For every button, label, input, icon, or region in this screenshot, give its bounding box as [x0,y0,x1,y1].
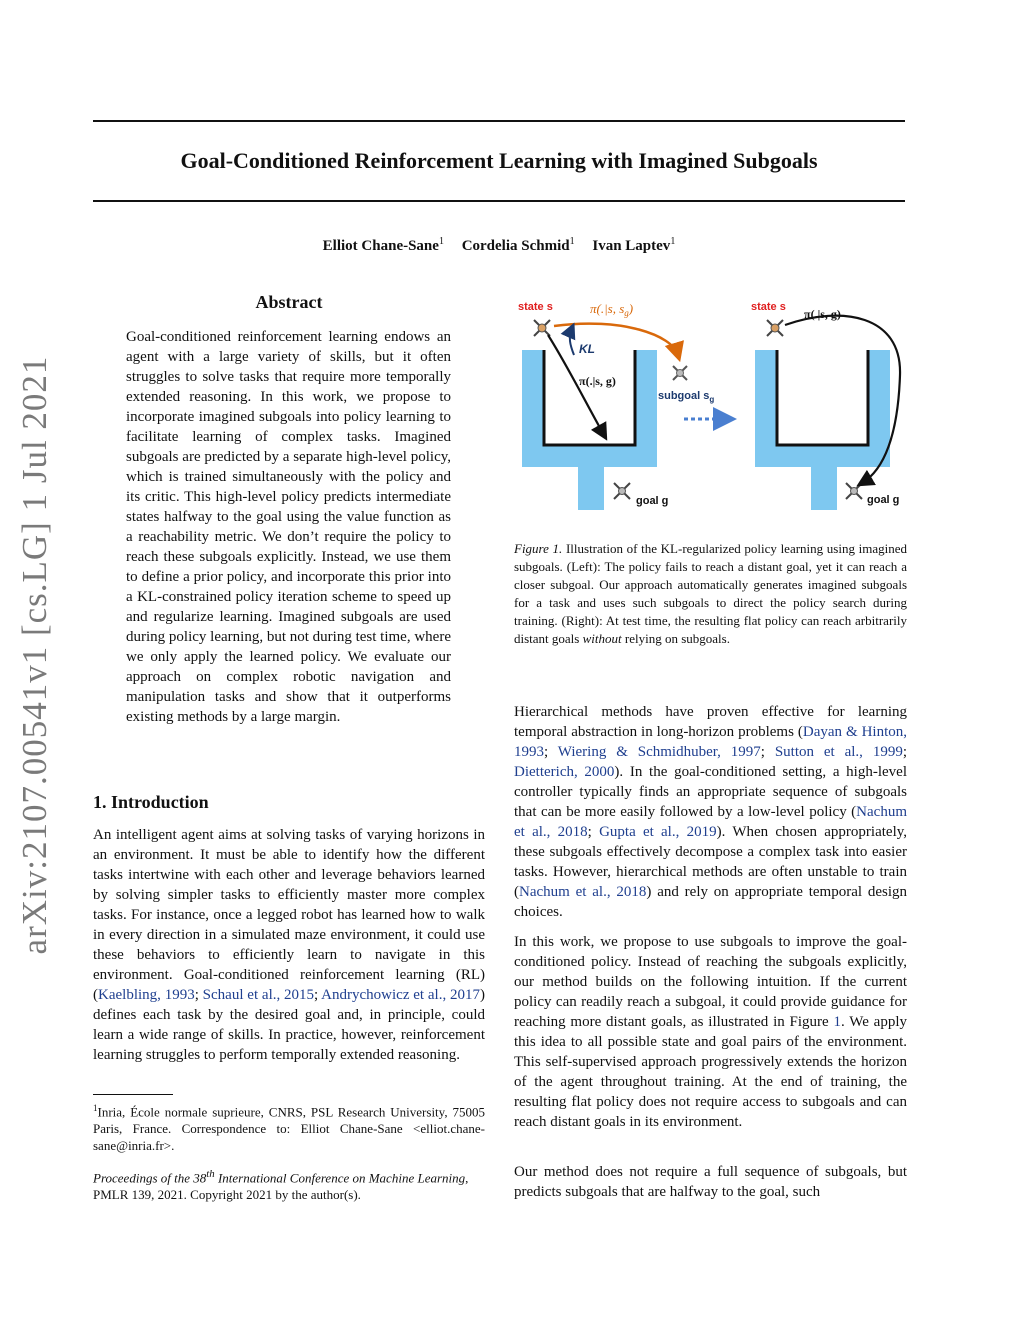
text-span: ; [587,824,600,840]
footnote-text: Inria, École normale suprieure, CNRS, PSL Research University, 75005 Paris, France. Correspondence to: Elliot Chane-Sane <elliot.chane-sane@inria.fr>. [93,1104,485,1154]
title-bottom-rule [93,200,905,202]
text-span: . We apply this idea to all possible state and goal pairs of the environment. This self-supervised approach progressively extends the horizon of the agent throughout training. At the end of training, the resulting flat policy does not require access to subgoals and can reach distant goals in its environment. [514,1014,907,1130]
pi-subgoal-text: π(.|s, s [590,301,625,316]
author-affil: 1 [670,236,676,247]
text-span: In this work, we propose to use subgoals to improve the goal-conditioned policy. Instead of reaching the subgoals explicitly, our method builds on the following intuition. If the current policy can readily reach a subgoal, it could provide guidance for reaching more distant goals, as illustrated in Figure [514,934,907,1030]
right-maze [755,350,890,510]
proceedings-copyright: , PMLR 139, 2021. Copyright 2021 by the author(s). [93,1170,469,1203]
goal-label: goal g [867,494,900,506]
author-name: Elliot Chane-Sane [322,238,439,254]
text-span: ). In the goal-conditioned setting, a high-level controller typically finds an appropriate sequence of subgoals that can be more easily followed by a low-level policy ( [514,764,907,820]
proceedings-sup: th [206,1168,215,1180]
body-paragraph [514,932,907,1132]
kl-arrow [570,328,574,355]
state-agent-icon [767,320,783,336]
text-span: ; [760,744,775,760]
body-paragraph: Our method does not require a full sequence of subgoals, but predicts subgoals that are halfway to the goal, such [514,1164,907,1200]
citation-link[interactable]: Nachum et al., 2018 [514,804,907,840]
text-span: Hierarchical methods have proven effective for learning temporal abstraction in long-horizon problems ( [514,704,907,740]
citation-link[interactable]: Dietterich, 2000 [514,764,615,780]
citation-link[interactable]: Kaelbling, 1993 [98,987,195,1003]
caption-emphasis: without [582,631,622,646]
goal-agent-icon [614,483,630,499]
subgoal-sub: g [709,395,715,404]
pi-goal-label: π(.|s, g) [804,307,841,321]
proceedings-venue-rest: International Conference on Machine Learning [214,1170,466,1186]
abstract-body: Goal-conditioned reinforcement learning endows an agent with a large variety of skills, but it often struggles to solve tasks that require more temporally extended reasoning. In this work, we propose to incorporate imagined subgoals into policy learning to facilitate learning of complex tasks. Imagined subgoals are predicted by a separate high-level policy, which is trained simultaneously with the policy and its critic. This high-level policy predicts intermediate states halfway to the goal using the value function as a reachability metric. We don’t require the policy to reach these subgoals explicitly. Instead, we use them to define a prior policy, and incorporate this prior into a KL-constrained policy iteration scheme to speed up and regularize learning. Imagined subgoals are used during policy learning, but not during test time, where we only apply the learned policy. We evaluate our approach on complex robotic navigation and manipulation tasks and show that it outperforms existing methods by a large margin. [126,329,451,725]
abstract-heading: Abstract [255,292,323,312]
subgoal-agent-icon [673,366,687,380]
section-heading-introduction: 1. Introduction [93,792,209,812]
introduction-paragraph [93,825,485,1065]
text-span: ). When chosen appropriately, these subgoals effectively decompose a complex task into easier tasks. However, hierarchical methods are often unstable to train ( [514,824,908,900]
caption-text: relying on subgoals. [621,631,730,646]
citation-link[interactable]: Wiering & Schmidhuber, 1997 [557,744,761,760]
figure-caption [514,540,907,648]
author-name: Cordelia Schmid [461,238,570,254]
body-paragraph [514,702,907,922]
citation-link[interactable]: Nachum et al., 2018 [519,884,647,900]
caption-text: Illustration of the KL-regularized policy learning using imagined subgoals. (Left): The policy fails to reach a distant goal, yet it can reach a closer subgoal. Our approach automatically generates imagined subgoals for a task and uses such subgoals to direct the policy search during training. (Right): At test time, the resulting flat policy can reach arbitrarily distant goals [514,541,908,646]
caption-label: Figure 1. [514,541,563,556]
text-span: ; [544,744,558,760]
citation-link[interactable]: Schaul et al., 2015 [202,987,315,1003]
top-rule [93,120,905,122]
paper-title: Goal-Conditioned Reinforcement Learning with Imagined Subgoals [180,148,818,173]
goal-label: goal g [636,495,669,507]
citation-link[interactable]: Sutton et al., 1999 [774,744,903,760]
text-span: ; [314,987,322,1003]
citation-link[interactable]: Gupta et al., 2019 [599,824,717,840]
text-span: ) and rely on appropriate temporal design choices. [514,884,908,920]
footnote-mark: 1 [93,1103,98,1113]
citation-link[interactable]: Andrychowicz et al., 2017 [321,987,481,1003]
goal-agent-icon [846,483,862,499]
proceedings-note [93,1166,485,1203]
text-span: ) defines each task by the desired goal and, in principle, could learn a wide range of skills. In practice, however, reinforcement learning struggles to perform temporally extended reasoning. [93,987,486,1063]
state-label: state s [751,301,786,313]
figure-ref-link[interactable]: 1 [833,1014,841,1030]
pi-goal-label: π(.|s, g) [579,374,616,388]
subgoal-text: subgoal s [658,390,710,402]
text-span: ; [194,987,203,1003]
state-agent-icon [534,320,550,336]
pi-subgoal-label [590,301,633,318]
author-name: Ivan Laptev [592,238,671,254]
text-span: An intelligent agent aims at solving tasks of varying horizons in an environment. It must be able to identify how the different tasks intertwine with each other and leverage behaviors learned by solving simpler tasks to efficiently master more complex tasks. For instance, once a legged robot has learned how to walk in every direction in a simulated maze environment, it could use these behaviors to efficiently learn to navigate in this environment. Goal-conditioned reinforcement learning (RL) ( [93,827,485,1003]
kl-label: KL [579,342,595,356]
author-affil: 1 [438,236,444,247]
arxiv-stamp: arXiv:2107.00541v1 [cs.LG] 1 Jul 2021 [15,355,54,955]
author-affil: 1 [569,236,575,247]
citation-link[interactable]: Dayan & Hinton, 1993 [514,724,907,760]
state-label: state s [518,301,553,313]
pi-subgoal-sub: g [624,308,629,318]
author-list [93,236,905,255]
text-span: ; [902,744,907,760]
figure-1-illustration [512,295,907,510]
subgoal-label [658,390,714,404]
pi-subgoal-close: ) [628,301,634,316]
affiliation-footnote [93,1100,485,1154]
proceedings-venue: Proceedings of the 38 [93,1170,207,1186]
footnote-rule [93,1094,173,1095]
